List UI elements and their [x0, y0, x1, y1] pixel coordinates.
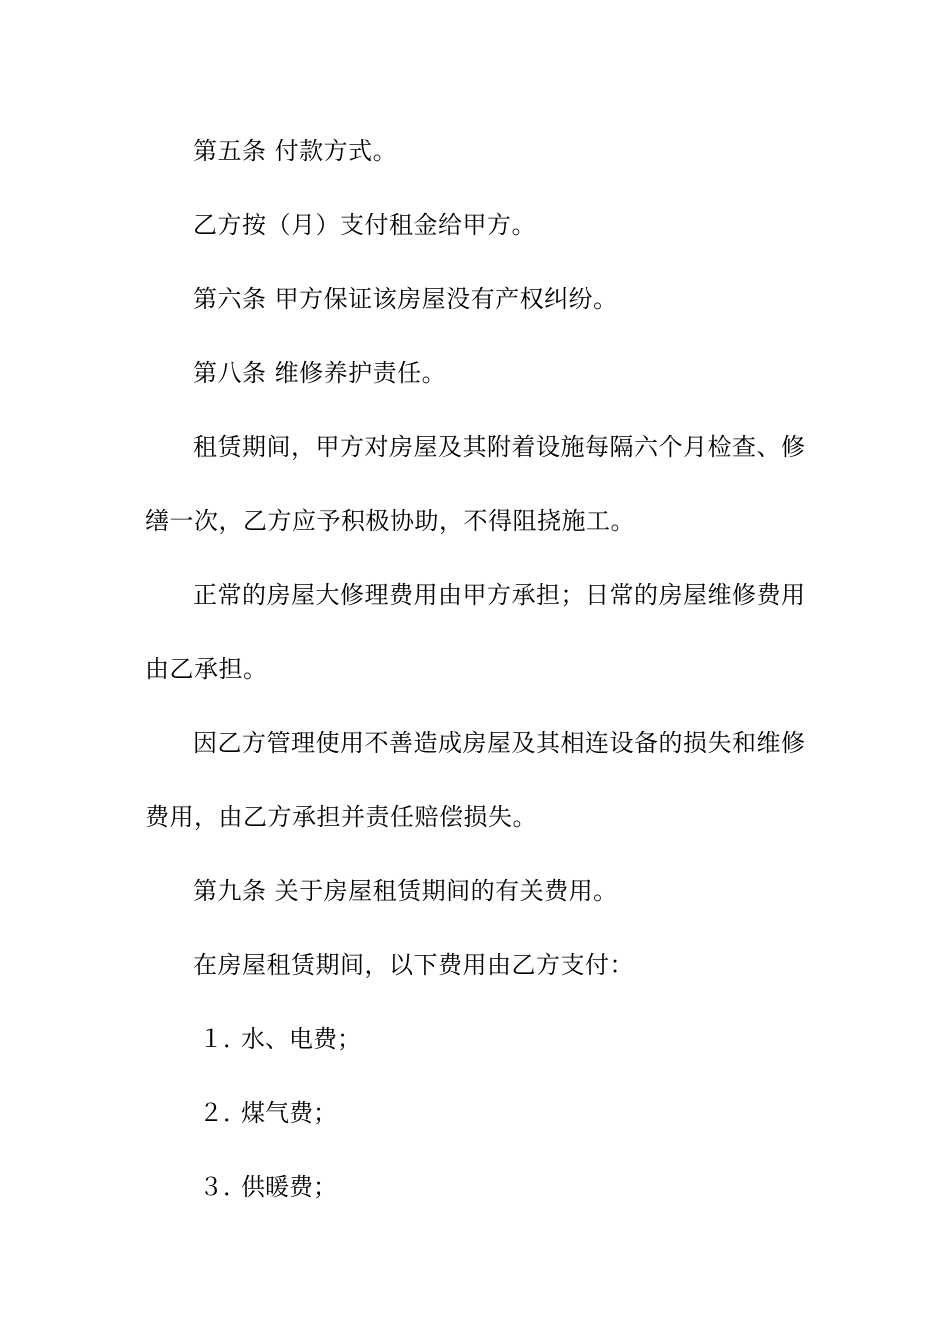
list-item-number: ２．: [199, 1099, 247, 1127]
list-item-text: 水、电费；: [241, 1025, 361, 1053]
clause-6-text: 第六条 甲方保证该房屋没有产权纠纷。: [193, 285, 618, 313]
document-body: [145, 114, 810, 1224]
list-item-text: 供暖费；: [241, 1173, 337, 1201]
clause-9-heading: 第九条 关于房屋租赁期间的有关费用。: [193, 877, 618, 905]
clause-8-heading: 第八条 维修养护责任。: [193, 359, 447, 387]
damage-liability-paragraph: 因乙方管理使用不善造成房屋及其相连设备的损失和维修费用，由乙方承担并责任赔偿损失。: [145, 729, 806, 831]
list-item: [145, 1076, 810, 1150]
payment-method-text: 乙方按（月）支付租金给甲方。: [193, 211, 536, 239]
fees-intro-paragraph: 在房屋租赁期间，以下费用由乙方支付：: [193, 951, 634, 979]
inspection-paragraph: 租赁期间，甲方对房屋及其附着设施每隔六个月检查、修缮一次，乙方应予积极协助，不得阻挠施工。: [145, 433, 806, 535]
list-item: [145, 1002, 810, 1076]
list-item-number: ３．: [199, 1173, 247, 1201]
list-item-text: 煤气费；: [241, 1099, 337, 1127]
list-item-number: １．: [199, 1025, 247, 1053]
repair-cost-paragraph: 正常的房屋大修理费用由甲方承担；日常的房屋维修费用由乙承担。: [145, 581, 806, 683]
list-item: [145, 1150, 810, 1224]
clause-5-heading: 第五条 付款方式。: [193, 137, 398, 165]
